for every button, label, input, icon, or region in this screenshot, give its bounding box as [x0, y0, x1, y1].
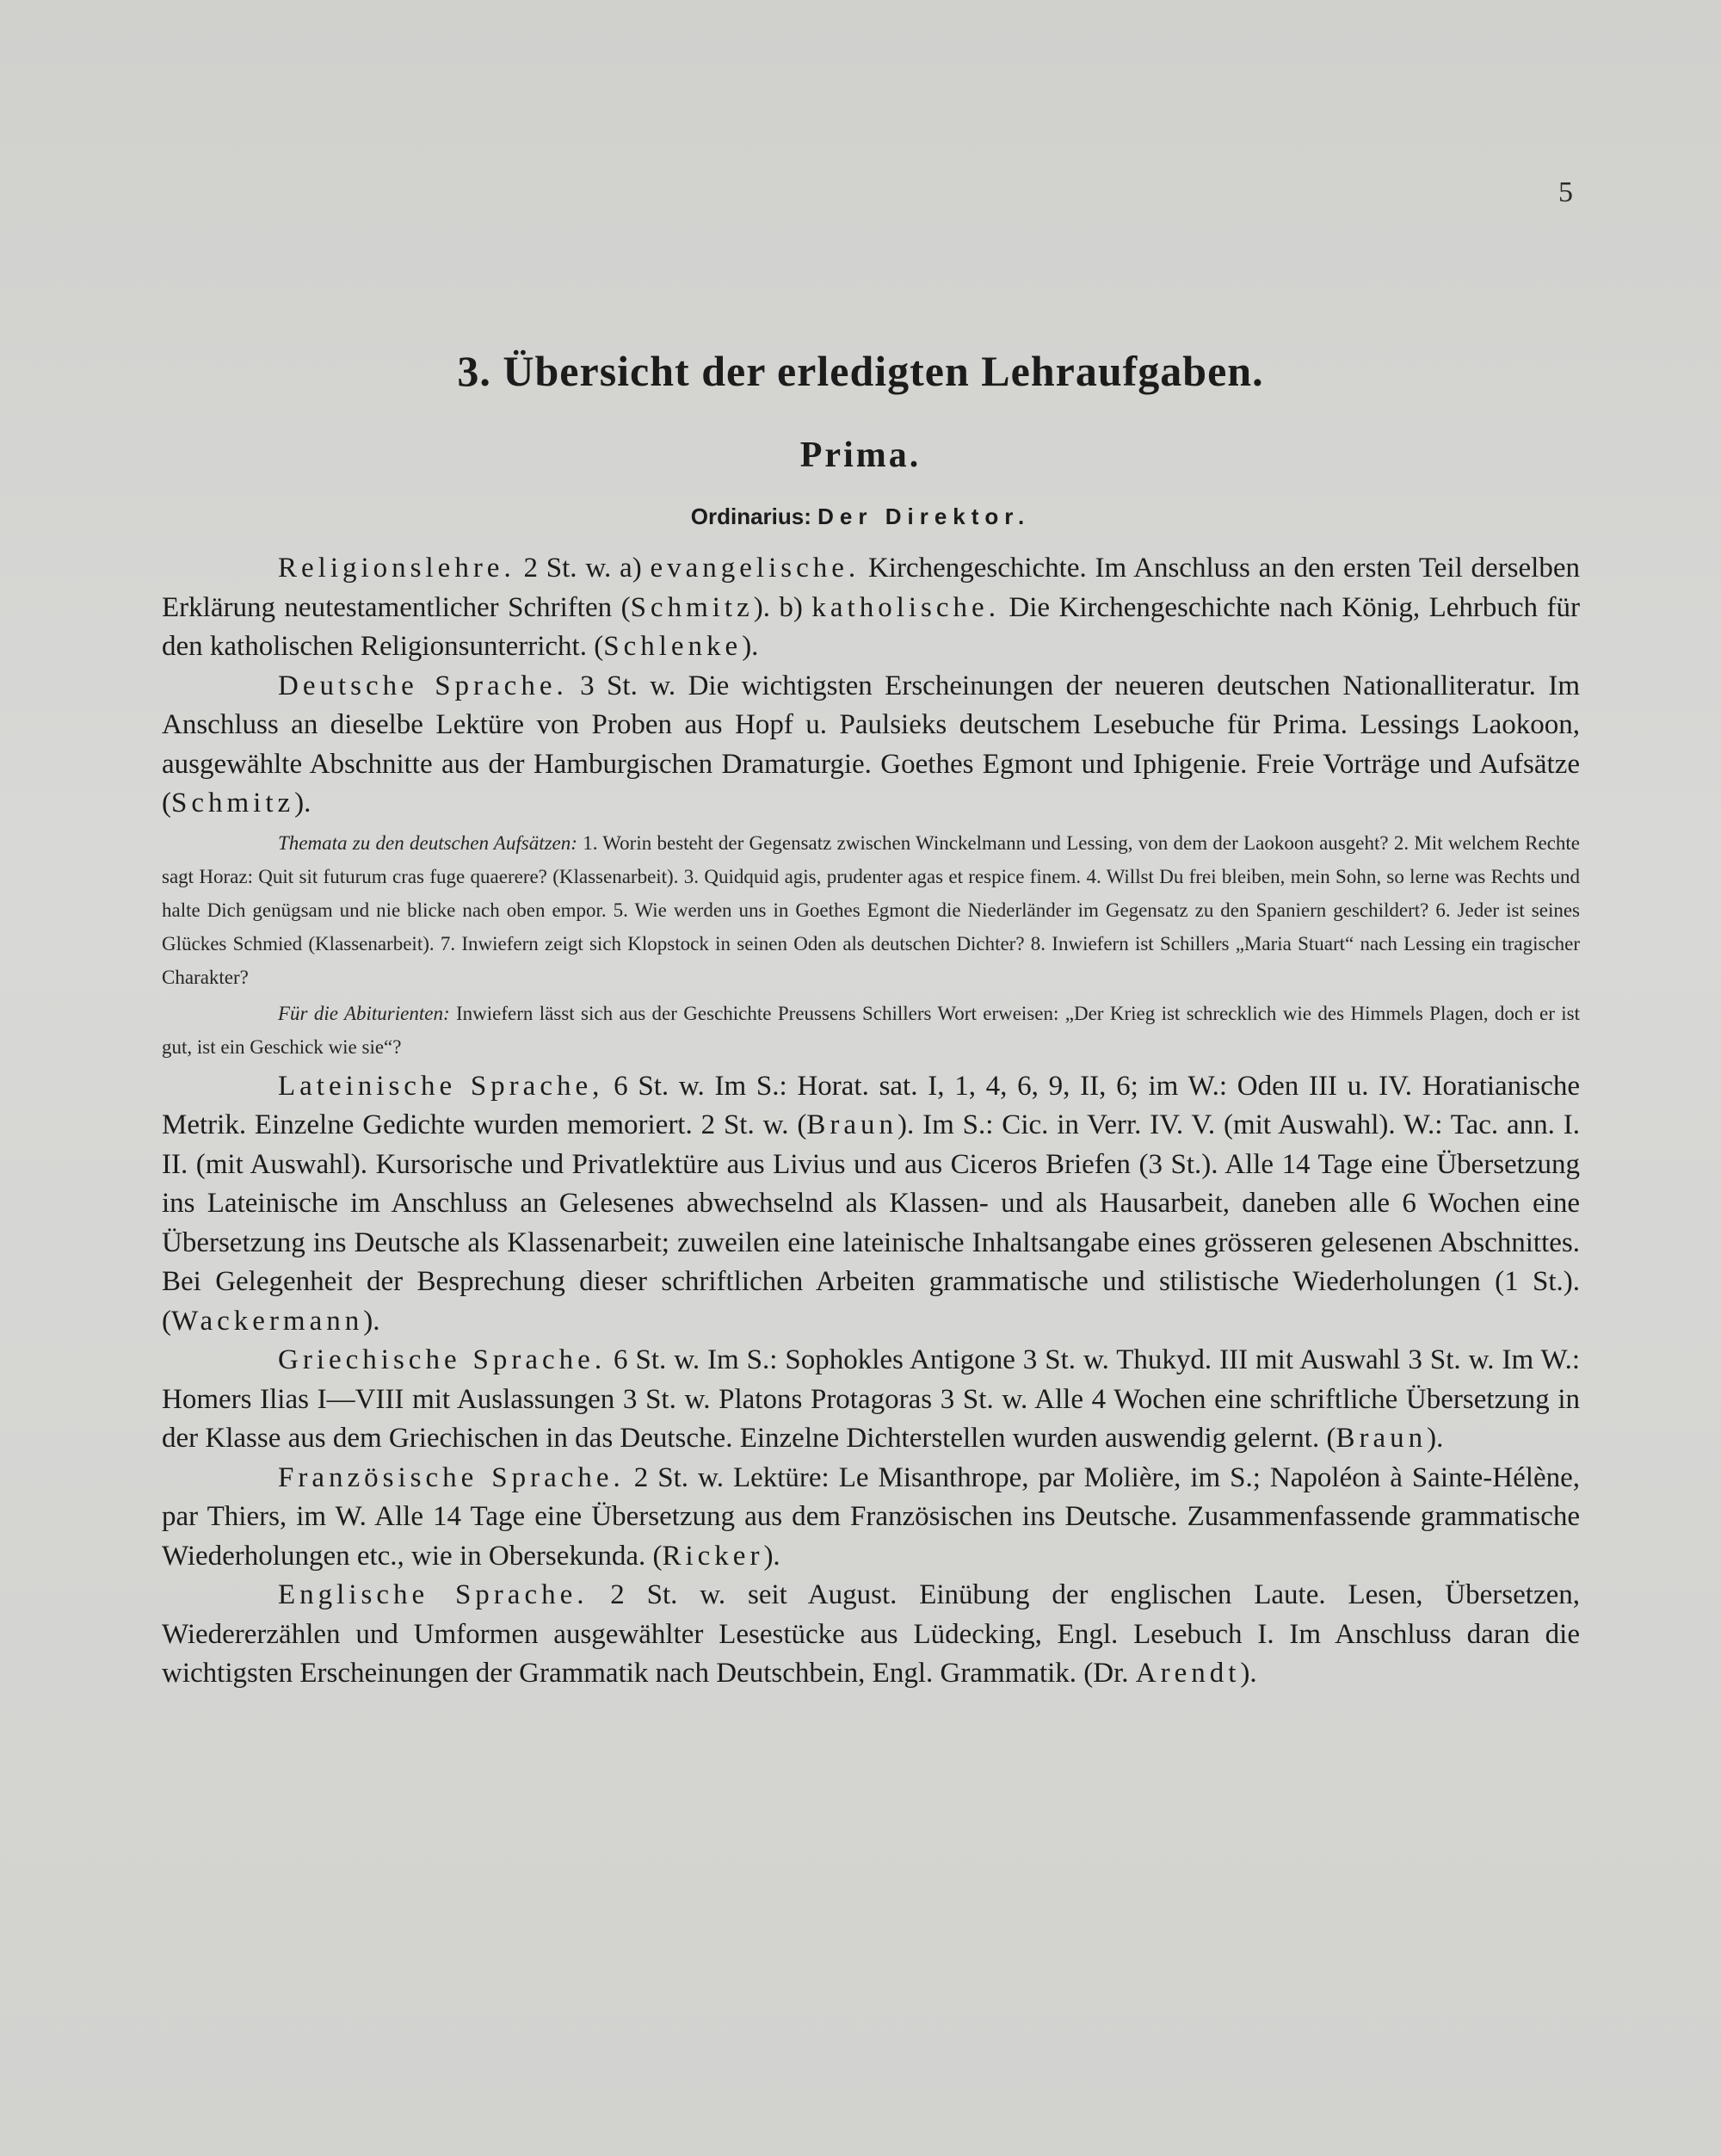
ordinarius-name: Der Direktor.: [817, 503, 1031, 529]
teacher-name: Schmitz: [630, 591, 754, 623]
text-span: ).: [742, 631, 759, 662]
text-span: ).: [294, 788, 312, 819]
text-span: 3 St. w. Die wichtigsten Erscheinungen der neueren deutschen Nationalliteratur. Im Anschluss an dieselbe Lektüre von Proben aus Hopf u. Paulsieks deutschem Lesebuche für Prima. Lessings Laokoon, ausgewählte Abschnitte aus der Hamburgischen Dramaturgie. Goethes Egmont und Iphigenie. Freie Vorträge und Aufsätze (: [162, 670, 1580, 819]
themata-label: Themata zu den deutschen Aufsätzen:: [278, 831, 577, 854]
subject-griechisch: Griechische Sprache.: [278, 1344, 607, 1375]
teacher-name: Schmitz: [171, 788, 295, 819]
class-title: Prima.: [799, 436, 922, 475]
teacher-name: Schlenke: [603, 631, 743, 662]
paragraph-latein: [162, 1067, 1580, 1342]
label-evangelisch: evangelische.: [650, 553, 860, 584]
text-span: ).: [1240, 1658, 1257, 1689]
subject-religion: Religionslehre.: [278, 553, 515, 584]
subject-latein: Lateinische Sprache,: [278, 1070, 604, 1102]
text-span: ).: [1427, 1423, 1444, 1454]
text-span: ). Im S.: Cic. in Verr. IV. V. (mit Auswahl). W.: Tac. ann. I. II. (mit Auswahl). Kursorische und Privatlektüre aus Livius und aus Ciceros Briefen (3 St.). Alle 14 Tage eine Übersetzung ins Lateinische im Anschluss an Gelesenes abwechselnd als Klassen- und als Hausarbeit, daneben alle 6 Wochen eine Übersetzung ins Deutsche als Klassenarbeit; zuweilen eine lateinische Inhaltsangabe eines grösseren gelesenen Abschnittes. Bei Gelegenheit der Besprechung dieser schriftlichen Arbeiten grammatische und stilistische Wiederholungen (1 St.). (: [162, 1109, 1580, 1337]
abiturienten-label: Für die Abiturienten:: [278, 1002, 450, 1024]
abiturienten-theme: [162, 997, 1580, 1064]
text-span: ). b): [753, 591, 812, 623]
subject-deutsch: Deutsche Sprache.: [278, 670, 568, 701]
paragraph-deutsch: [162, 667, 1580, 824]
paragraph-griechisch: [162, 1341, 1580, 1459]
label-katholisch: katholische.: [811, 591, 1000, 623]
text-span: Die Kirchengeschichte nach König, Lehrbuch für den katholischen Religionsunterricht. (: [162, 591, 1580, 662]
text-span: 2 St. w. a): [515, 553, 651, 584]
text-span: 2 St. w. Lektüre: Le Misanthrope, par Molière, im S.; Napoléon à Sainte-Hélène, par Thiers, im W. Alle 14 Tage eine Übersetzung aus dem Französischen ins Deutsche. Zusammenfassende grammatische Wiederholungen etc., wie in Obersekunda. (: [162, 1461, 1580, 1572]
teacher-name: Braun: [1335, 1423, 1428, 1454]
body-text: [162, 549, 1580, 1694]
teacher-name: Ricker: [662, 1540, 764, 1572]
text-span: 6 St. w. Im S.: Horat. sat. I, 1, 4, 6, 9, II, 6; im W.: Oden III u. IV. Horatianische Metrik. Einzelne Gedichte wurden memoriert. 2 St. w. (: [162, 1070, 1580, 1140]
ordinarius-label: Ordinarius:: [690, 503, 811, 529]
paragraph-religion: [162, 549, 1580, 667]
ordinarius-line: [0, 503, 1721, 530]
section-title: 3. Übersicht der erledigten Lehraufgaben.: [457, 347, 1264, 395]
paragraph-englisch: [162, 1576, 1580, 1694]
teacher-name: Arendt: [1135, 1658, 1241, 1689]
text-span: ).: [363, 1305, 380, 1337]
text-span: ).: [763, 1540, 780, 1572]
themata-list: [162, 826, 1580, 994]
text-span: Inwiefern lässt sich aus der Geschichte Preussens Schillers Wort erweisen: „Der Krieg ist schrecklich wie des Himmels Plagen, doch er ist gut, ist ein Geschick wie sie“?: [162, 1002, 1581, 1058]
subject-englisch: Englische Sprache.: [278, 1579, 589, 1610]
text-span: 2 St. w. seit August. Einübung der englischen Laute. Lesen, Übersetzen, Wiedererzählen und Umformen ausgewählter Lesestücke aus Lüdecking, Engl. Lesebuch I. Im Anschluss daran die wichtigsten Erscheinungen der Grammatik nach Deutschbein, Engl. Grammatik. (Dr.: [162, 1579, 1580, 1689]
teacher-name: Braun: [806, 1109, 898, 1140]
text-span: 6 St. w. Im S.: Sophokles Antigone 3 St. w. Thukyd. III mit Auswahl 3 St. w. Im W.: Homers Ilias I—VIII mit Auslassungen 3 St. w. Platons Protagoras 3 St. w. Alle 4 Wochen eine schriftliche Übersetzung in der Klasse aus dem Griechischen in das Deutsche. Einzelne Dichterstellen wurden auswendig gelernt. (: [162, 1344, 1581, 1454]
text-span: Kirchengeschichte. Im Anschluss an den ersten Teil derselben Erklärung neutestamentlicher Schriften (: [162, 553, 1580, 623]
paragraph-franzoesisch: [162, 1459, 1580, 1577]
teacher-name: Wackermann: [171, 1305, 364, 1337]
text-span: 1. Worin besteht der Gegensatz zwischen Winckelmann und Lessing, von dem der Laokoon ausgeht? 2. Mit welchem Rechte sagt Horaz: Quit sit futurum cras fuge quaerere? (Klassenarbeit). 3. Quidquid agis, prudenter agas et respice finem. 4. Willst Du frei bleiben, mein Sohn, so lerne was Rechts und halte Dich genügsam und nie blicke nach oben empor. 5. Wie werden uns in Goethes Egmont die Niederländer im Gegensatz zu den Spaniern geschildert? 6. Jeder ist seines Glückes Schmied (Klassenarbeit). 7. Inwiefern zeigt sich Klopstock in seinen Oden als deutschen Dichter? 8. Inwiefern ist Schillers „Maria Stuart“ nach Lessing ein tragischer Charakter?: [162, 831, 1581, 988]
page-number: 5: [1558, 176, 1573, 208]
subject-franzoesisch: Französische Sprache.: [278, 1461, 625, 1493]
